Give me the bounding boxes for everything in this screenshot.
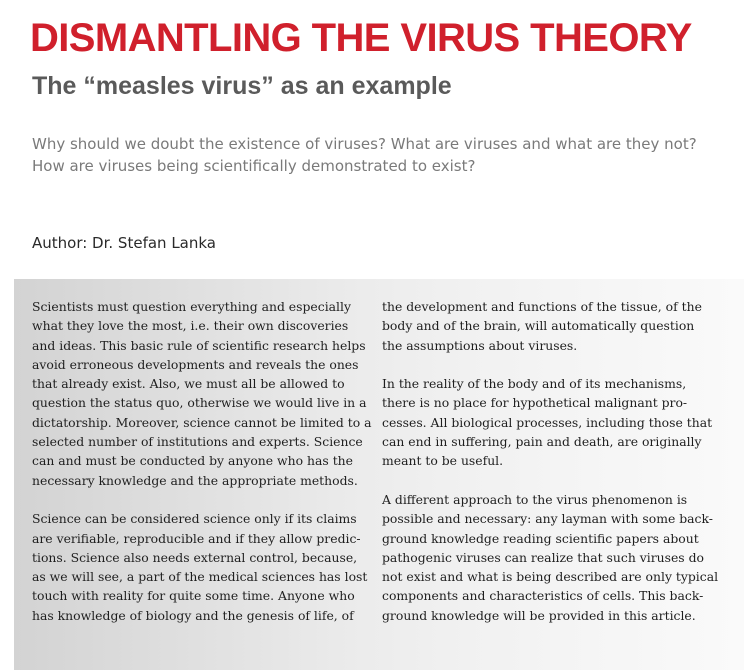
text-line: possible and necessary: any layman with some back- [382, 511, 713, 527]
text-line: and ideas. This basic rule of scientific research helps [32, 337, 366, 353]
text-line: Science can be considered science only if its claims [32, 511, 357, 527]
text-line: can and must be conducted by anyone who has the [32, 453, 353, 469]
author-line: Author: Dr. Stefan Lanka [32, 234, 216, 252]
left-text-column [32, 297, 372, 625]
text-line: are verifiable, reproducible and if they allow predic- [32, 530, 361, 546]
text-line: components and characteristics of cells. This back- [382, 588, 704, 604]
text-line: not exist and what is being described are only typical [382, 569, 719, 585]
text-line: the assumptions about viruses. [382, 337, 578, 353]
article-subtitle: The “measles virus” as an example [32, 72, 452, 100]
text-line: selected number of institutions and experts. Science [32, 434, 363, 450]
text-line: that already exist. Also, we must all be allowed to [32, 376, 345, 392]
text-line: A different approach to the virus phenomenon is [382, 491, 688, 507]
text-line: there is no place for hypothetical malignant pro- [382, 395, 688, 411]
text-line: the development and functions of the tissue, of the [382, 299, 702, 314]
text-line: ground knowledge reading scientific papers about [382, 530, 699, 546]
body-text-panel [14, 279, 744, 670]
text-line: dictatorship. Moreover, science cannot be limited to a [32, 414, 372, 430]
text-line: meant to be useful. [382, 453, 504, 469]
text-line: touch with reality for quite some time. Anyone who [32, 588, 355, 604]
text-line: avoid erroneous developments and reveals the ones [32, 356, 359, 372]
text-line: cesses. All biological processes, including those that [382, 414, 713, 430]
text-line: Scientists must question everything and especially [32, 299, 351, 314]
article-lede [32, 133, 744, 177]
lede-line: Why should we doubt the existence of viruses? What are viruses and what are they not? [32, 135, 697, 153]
paragraph-gap [32, 490, 372, 509]
right-text-column [382, 297, 718, 625]
text-line: what they love the most, i.e. their own discoveries [32, 318, 349, 334]
text-line: ground knowledge will be provided in this article. [382, 607, 696, 623]
paragraph-gap [382, 471, 718, 490]
text-line: In the reality of the body and of its mechanisms, [382, 376, 687, 392]
text-line: body and of the brain, will automatically question [382, 318, 695, 334]
text-line: tions. Science also needs external control, because, [32, 549, 358, 565]
text-line: as we will see, a part of the medical sciences has lost [32, 569, 368, 585]
text-line: necessary knowledge and the appropriate methods. [32, 472, 358, 488]
article-title: DISMANTLING THE VIRUS THEORY [30, 16, 692, 60]
text-line: pathogenic viruses can realize that such viruses do [382, 549, 704, 565]
text-line: can end in suffering, pain and death, are originally [382, 434, 702, 450]
text-line: question the status quo, otherwise we would live in a [32, 395, 367, 411]
lede-line: How are viruses being scientifically demonstrated to exist? [32, 157, 476, 175]
text-line: has knowledge of biology and the genesis of life, of [32, 607, 354, 623]
paragraph-gap [382, 355, 718, 374]
